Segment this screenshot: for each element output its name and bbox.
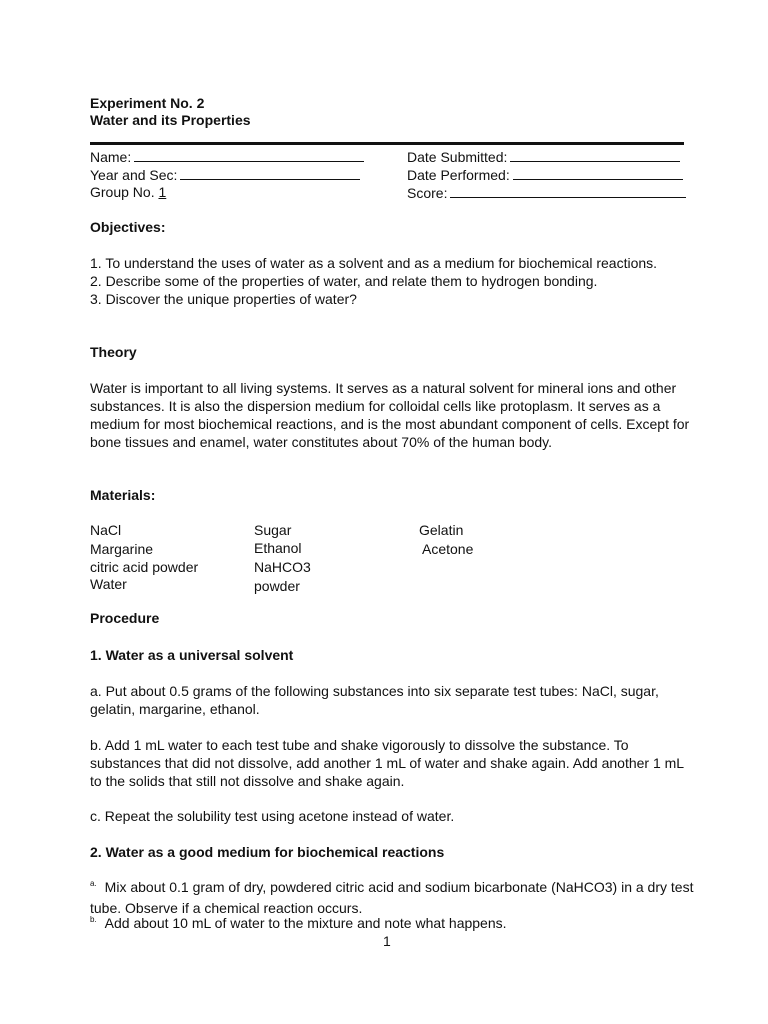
material-item: Margarine	[90, 541, 154, 557]
material-item: NaCl	[90, 522, 122, 538]
material-item: NaHCO3	[254, 559, 311, 575]
objectives-heading: Objectives:	[90, 219, 166, 235]
step-1b: b. Add 1 mL water to each test tube and shake vigorously to dissolve the substance. To substances that did not dissolve, add another 1 mL of water and shake again. Add another 1 mL to the solids that still not dissolve and shake again.	[90, 737, 684, 789]
experiment-number: Experiment No. 2	[90, 95, 205, 111]
year-sec-field	[90, 165, 360, 184]
objective-item: 2. Describe some of the properties of water, and relate them to hydrogen bonding.	[90, 273, 598, 289]
theory-text: Water is important to all living systems. It serves as a natural solvent for mineral ions and other substances. It is also the dispersion medium for colloidal cells like protoplasm. It serves as a medium for most biochemical reactions, and is the most abundant component of cells. Except for bone tissues and enamel, water constitutes about 70% of the human body.	[90, 380, 690, 450]
objective-item: 3. Discover the unique properties of water?	[90, 291, 357, 307]
step-2a	[90, 878, 695, 917]
material-item: powder	[254, 578, 300, 594]
group-field	[90, 183, 166, 201]
group-label: Group No.	[90, 184, 155, 200]
score-label: Score:	[407, 185, 448, 201]
date-performed-label: Date Performed:	[407, 167, 510, 183]
document-title: Water and its Properties	[90, 112, 251, 128]
score-field	[407, 183, 686, 202]
objective-item: 1. To understand the uses of water as a solvent and as a medium for biochemical reactions.	[90, 255, 658, 271]
date-submitted-label: Date Submitted:	[407, 149, 508, 165]
material-item: Acetone	[422, 541, 474, 557]
date-submitted-field	[407, 147, 680, 166]
material-item: Water	[90, 576, 127, 592]
name-blank	[134, 147, 364, 162]
date-performed-blank	[513, 165, 683, 180]
procedure-heading: Procedure	[90, 610, 160, 626]
step-1c: c. Repeat the solubility test using acetone instead of water.	[90, 808, 455, 824]
date-performed-field	[407, 165, 683, 184]
material-item: citric acid powder	[90, 559, 199, 575]
step-2a-text: Mix about 0.1 gram of dry, powdered citric acid and sodium bicarbonate (NaHCO3) in a dry test tube. Observe if a chemical reaction occurs.	[90, 879, 694, 916]
header-rule	[90, 142, 684, 145]
section1-heading: 1. Water as a universal solvent	[90, 647, 294, 663]
objectives-list	[90, 254, 695, 308]
page-number: 1	[383, 933, 391, 949]
date-submitted-blank	[510, 147, 680, 162]
step-2b-text: Add about 10 mL of water to the mixture and note what happens.	[104, 915, 507, 931]
group-value: 1	[158, 184, 167, 200]
year-sec-label: Year and Sec:	[90, 167, 178, 183]
step-1a: a. Put about 0.5 grams of the following substances into six separate test tubes: NaCl, sugar, gelatin, margarine, ethanol.	[90, 683, 659, 717]
score-blank	[450, 183, 686, 198]
year-sec-blank	[180, 165, 360, 180]
step-2b	[90, 914, 695, 935]
name-field	[90, 147, 364, 166]
step-2b-marker: b.	[90, 915, 97, 924]
section2-heading: 2. Water as a good medium for biochemical reactions	[90, 844, 445, 860]
material-item: Sugar	[254, 522, 292, 538]
materials-heading: Materials:	[90, 487, 156, 503]
material-item: Gelatin	[419, 522, 464, 538]
material-item: Ethanol	[254, 540, 302, 556]
theory-heading: Theory	[90, 344, 137, 360]
step-2a-marker: a.	[90, 879, 97, 888]
name-label: Name:	[90, 149, 132, 165]
